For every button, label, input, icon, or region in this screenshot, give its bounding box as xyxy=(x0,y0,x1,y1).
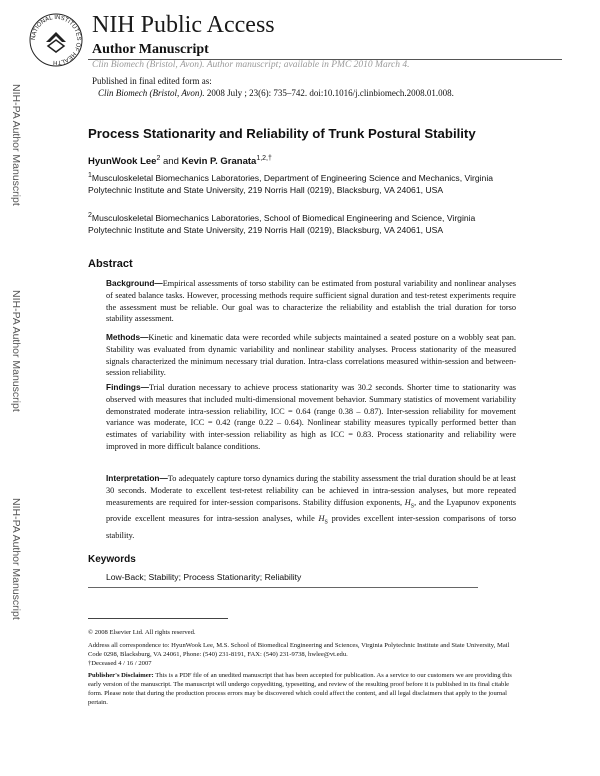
affiliation-1: $^1$Musculoskeletal Biomechanics Laboratories, Department of Engineering Science and Mechanics, Virginia Polytechnic Institute and State University, 219 Norris Hall (0219), Blacksburg, VA 24061, USA xyxy=(88,172,494,195)
footnote-copyright: © 2008 Elsevier Ltd. All rights reserved. xyxy=(88,629,196,636)
sidebar-label-2: NIH-PA Author Manuscript xyxy=(10,290,22,412)
article-title: Process Stationarity and Reliability of Trunk Postural Stability xyxy=(88,126,476,141)
abstract-heading: Abstract xyxy=(88,258,133,270)
citation-details: 2008 July ; 23(6): 735–742. doi:10.1016/j.clinbiomech.2008.01.008. xyxy=(206,88,454,98)
citation xyxy=(98,88,454,98)
author-1: HyunWook Lee xyxy=(88,156,157,168)
logo-text: NATIONAL INSTITUTES OF HEALTH xyxy=(30,14,82,66)
nih-logo xyxy=(28,12,84,68)
footnote-rule xyxy=(88,618,228,619)
citation-journal: Clin Biomech (Bristol, Avon). xyxy=(98,88,205,98)
published-label: Published in final edited form as: xyxy=(92,76,212,86)
sidebar-label-1: NIH-PA Author Manuscript xyxy=(10,84,22,206)
keywords-heading: Keywords xyxy=(88,554,136,565)
keywords-rule xyxy=(88,587,478,588)
footnote-deceased: †Deceased 4 / 16 / 2007 xyxy=(88,660,152,667)
sidebar-label-3: NIH-PA Author Manuscript xyxy=(10,498,22,620)
affiliation-2: $^2$Musculoskeletal Biomechanics Laboratories, School of Biomedical Engineering and Science, Virginia Polytechnic Institute and State University, 219 Norris Hall (0219), Blacksburg, VA 24061, USA xyxy=(88,212,476,235)
author-line: HyunWook Lee$^2$ and Kevin P. Granata$^{1,2,\dagger}$ xyxy=(88,155,272,168)
header-title: NIH Public Access xyxy=(92,12,275,38)
keywords-text: Low-Back; Stability; Process Stationarity; Reliability xyxy=(106,572,302,582)
abstract-background: Background—Empirical assessments of torso stability can be estimated from postural variability and nonlinear analyses of seated balance tasks. However, processing methods require sufficient signal duration and test-retest experiments require the assessment must be reliable. Our goal was to characterize the reliability and establish the trial duration for torso stability assessment. xyxy=(106,278,516,324)
abstract-findings: Findings—Trial duration necessary to achieve process stationarity was 30.2 seconds. Shorter time to stationarity was observed with measures that included multi-dimensional movement behavior. Summary statistics of movement variability demonstrated moderate intra-session reliability, ICC = 0.64 (range 0.38 – 0.87). Inter-session reliability for movement variance was moderate, ICC = 0.42 (range 0.22 – 0.64). Nonlinear stability measures typically performed better than estimates of variability with inter-session reliability as high as ICC = 0.83. Process stationarity and reliability were improved in more difficult balance conditions. xyxy=(106,382,516,451)
header-availability: Clin Biomech (Bristol, Avon). Author manuscript; available in PMC 2010 March 4. xyxy=(92,60,410,70)
footnote-disclaimer: Publisher's Disclaimer: This is a PDF file of an unedited manuscript that has been accepted for publication. As a service to our customers we are providing this early version of the manuscript. The manuscript will undergo copyediting, typesetting, and review of the resulting proof before it is published in its final citable form. Please note that during the production process errors may be discovered which could affect the content, and all legal disclaimers that apply to the journal pertain. xyxy=(88,672,512,706)
abstract-methods: Methods—Kinetic and kinematic data were recorded while subjects maintained a seated posture on a wobbly seat pan. Stability was evaluated from dynamic variability and nonlinear stability analyses. Process stationarity of the measured signals characterized the minimum necessary trial duration. Intra-class correlations measured within-session and between-session reliability. xyxy=(106,332,516,378)
footnote-correspondence: Address all correspondence to: HyunWook Lee, M.S. School of Biomedical Engineering and Sciences, Virginia Polytechnic Institute and State University, Mail Code 0298, Blacksburg, VA 24061, Phone: (540) 231-8191, FAX: (540) 231-9738, hwlee@vt.edu. xyxy=(88,642,510,658)
author-2: Kevin P. Granata xyxy=(181,156,257,168)
abstract-interpretation: Interpretation—To adequately capture torso dynamics during the stability assessment the trial duration should be at least 30 seconds. Moderate to excellent test-retest reliability can be achieved in intra-session analyses, but more repeated measurements are required for inter-session comparisons. Stability diffusion exponents, $H_S$, and the Lyapunov exponents provide excellent measures for intra-session analyses, while $H_S$ provides excellent inter-session comparisons of torso stability. xyxy=(106,473,517,540)
header-subtitle: Author Manuscript xyxy=(92,42,209,57)
